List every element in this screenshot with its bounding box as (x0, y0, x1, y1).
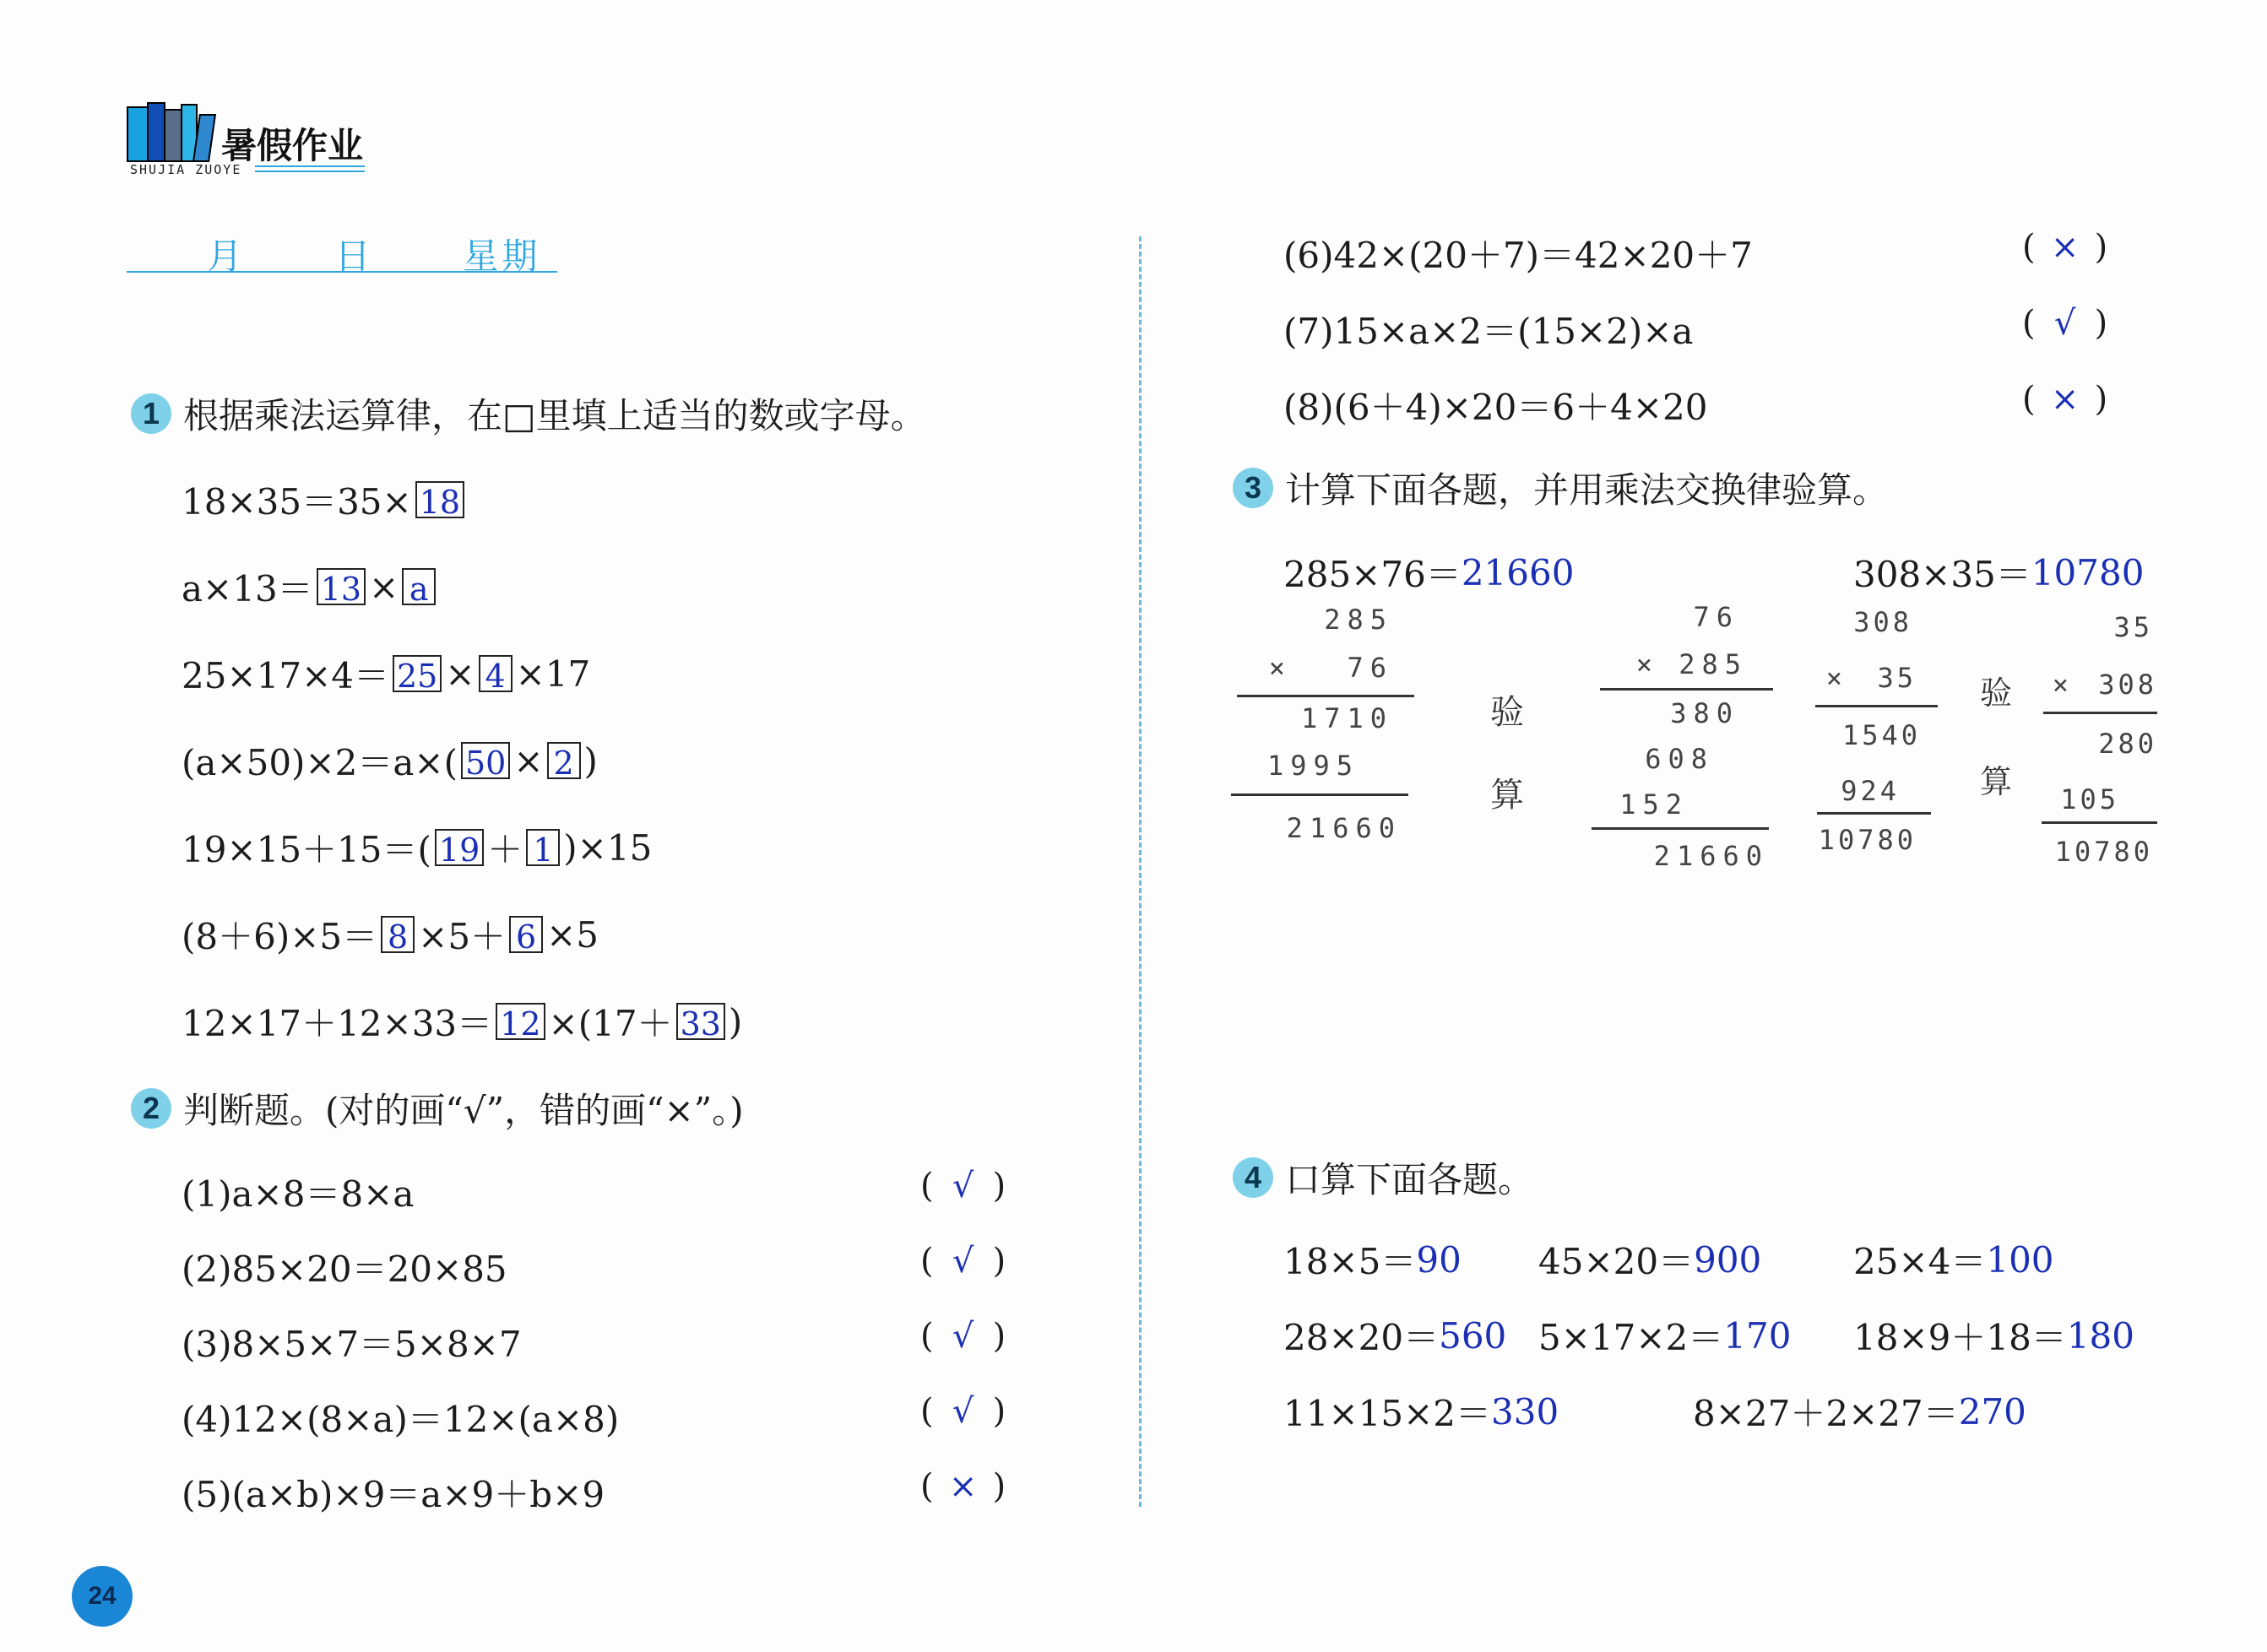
check1-result: 21660 (1653, 840, 1769, 872)
cross-mark: × (2050, 228, 2080, 267)
answer-box[interactable]: 1 (526, 829, 560, 866)
q3-problem-1-answer[interactable]: 21660 (1461, 551, 1575, 593)
check1-mult: 285 (1679, 648, 1748, 680)
q2-item-8: (8)(6＋4)×20＝6＋4×20 (1283, 387, 1708, 428)
q3-problem-2 (1853, 547, 2144, 598)
answer-box[interactable]: 12 (496, 1003, 545, 1040)
verify-label: 验 (1490, 693, 1524, 732)
q2-item-4: (4)12×(8×a)＝12×(a×8) (182, 1399, 620, 1440)
q1-line-2 (182, 561, 439, 612)
answer-box[interactable]: 6 (509, 916, 543, 953)
answer-box[interactable]: 25 (393, 655, 442, 692)
q2-item-1: (1)a×8＝8×a (182, 1173, 415, 1215)
q4-item-5 (1538, 1310, 1791, 1361)
rule (1237, 695, 1414, 697)
q1-line-5-text: ＋ (487, 829, 523, 870)
q3-problem-1-expr: 285×76＝ (1283, 554, 1462, 595)
q3-problem-2-expr: 308×35＝ (1853, 554, 2031, 595)
q4-answer[interactable]: 900 (1694, 1238, 1762, 1281)
logo-title: 暑假作业 (221, 126, 364, 165)
q4-item-1 (1283, 1234, 1462, 1285)
q1-number-badge: 1 (131, 393, 171, 434)
q1-line-6 (182, 909, 599, 960)
verify-label: 算 (1980, 763, 2013, 800)
check2-partial2: 105 (2060, 783, 2119, 815)
q4-answer[interactable]: 560 (1439, 1314, 1507, 1357)
q4-answer[interactable]: 180 (2066, 1314, 2134, 1357)
rule (1592, 827, 1769, 830)
q1-line-3-text: × (445, 653, 475, 695)
q4-title: 口算下面各题。 (1285, 1159, 1534, 1200)
calc2-partial2: 924 (1841, 775, 1900, 807)
check2-top: 35 (2113, 611, 2153, 643)
q4-expr: 28×20＝ (1283, 1317, 1440, 1358)
rule (1231, 794, 1408, 796)
q4-answer[interactable]: 330 (1491, 1390, 1559, 1433)
logo (127, 100, 380, 180)
q2-title: 判断题。(对的画“√”，错的画“×”。) (183, 1090, 744, 1131)
q4-expr: 25×4＝ (1853, 1241, 1987, 1282)
answer-box[interactable]: 50 (461, 742, 510, 779)
rule (1815, 705, 1938, 707)
q2-answer-7[interactable]: ( √ ) (2022, 304, 2108, 343)
calc2-mult: 35 (1877, 662, 1917, 694)
calc1-partial1: 1710 (1300, 702, 1393, 734)
q4-answer[interactable]: 90 (1416, 1238, 1462, 1281)
page-number: 24 (88, 1582, 117, 1610)
answer-box[interactable]: 2 (547, 742, 581, 779)
q3-problem-2-answer[interactable]: 10780 (2031, 551, 2145, 593)
q2-item-2: (2)85×20＝20×85 (182, 1248, 507, 1290)
q4-heading (1233, 1152, 1533, 1203)
answer-box[interactable]: a (402, 568, 436, 605)
q2-item-5: (5)(a×b)×9＝a×9＋b×9 (182, 1474, 605, 1515)
q3-heading (1233, 463, 1888, 513)
q2-answer-8[interactable]: ( × ) (2022, 380, 2108, 419)
q1-line-5 (182, 822, 652, 873)
times-icon: × (2052, 669, 2075, 701)
q2-answer-4[interactable]: ( √ ) (920, 1392, 1006, 1431)
answer-box[interactable]: 13 (317, 568, 366, 605)
q4-expr: 18×5＝ (1283, 1241, 1417, 1282)
q1-line-3-text: ×17 (515, 653, 591, 695)
q1-line-2-text: × (369, 566, 399, 608)
q1-line-1 (182, 474, 468, 525)
q1-line-6-text: ×5 (546, 913, 599, 956)
q2-answer-6[interactable]: ( × ) (2022, 228, 2108, 267)
q1-line-7-text: 12×17＋12×33＝ (182, 1003, 493, 1044)
calc1-partial2: 1995 (1266, 750, 1359, 782)
q4-expr: 5×17×2＝ (1538, 1317, 1724, 1358)
check2-partial1: 280 (2098, 728, 2157, 760)
calc1-result: 21660 (1286, 812, 1402, 844)
check-mark: √ (952, 1242, 974, 1281)
check-mark: √ (952, 1392, 974, 1431)
q3-number-badge: 3 (1233, 468, 1273, 508)
q2-item-6: (6)42×(20＋7)＝42×20＋7 (1283, 235, 1753, 276)
answer-box[interactable]: 8 (381, 916, 415, 953)
q4-answer[interactable]: 270 (1958, 1390, 2026, 1433)
q1-line-7-text: ×(17＋ (548, 1003, 673, 1044)
check1-partial2: 608 (1645, 743, 1714, 775)
q1-line-4-text: × (513, 739, 544, 782)
q1-line-5-text: )×15 (563, 826, 653, 869)
rule (1817, 812, 1931, 815)
q4-item-2 (1538, 1234, 1761, 1285)
answer-box[interactable]: 18 (415, 481, 464, 518)
q2-answer-2[interactable]: ( √ ) (920, 1242, 1006, 1281)
check-mark: √ (2053, 304, 2076, 343)
q2-answer-1[interactable]: ( √ ) (920, 1167, 1006, 1205)
q1-line-7-text: ) (728, 1000, 743, 1043)
q1-title: 根据乘法运算律，在□里填上适当的数或字母。 (183, 395, 926, 436)
q1-line-7 (182, 996, 742, 1047)
rule (1600, 688, 1773, 691)
q1-line-6-text: (8＋6)×5＝ (182, 916, 378, 957)
q4-expr: 8×27＋2×27＝ (1693, 1393, 1959, 1434)
q4-expr: 18×9＋18＝ (1853, 1317, 2067, 1358)
logo-subtitle: SHUJIA ZUOYE (130, 162, 242, 177)
cross-mark: × (2050, 380, 2080, 419)
times-icon: × (1825, 662, 1849, 694)
q4-item-3 (1853, 1234, 2054, 1285)
page-divider (1139, 236, 1142, 1507)
q1-line-4-text: ) (583, 739, 598, 782)
q4-number-badge: 4 (1233, 1157, 1273, 1198)
rule (2043, 712, 2157, 714)
check-mark: √ (952, 1317, 974, 1356)
check1-partial1: 380 (1670, 697, 1739, 729)
q1-line-5-text: 19×15＋15＝( (182, 829, 431, 870)
q2-item-3: (3)8×5×7＝5×8×7 (182, 1324, 522, 1365)
q1-line-4 (182, 735, 598, 786)
q2-heading (131, 1083, 744, 1134)
q1-line-3-text: 25×17×4＝ (182, 655, 389, 696)
page-number-badge (72, 1566, 133, 1627)
check2-mult: 308 (2098, 669, 2157, 701)
times-icon: × (1268, 652, 1292, 684)
answer-box[interactable]: 19 (435, 829, 484, 866)
verify-label: 算 (1490, 776, 1524, 815)
check1-top: 76 (1693, 601, 1739, 633)
rule (2042, 821, 2157, 824)
check2-result: 10780 (2054, 836, 2153, 868)
q2-answer-3[interactable]: ( √ ) (920, 1317, 1006, 1356)
q2-number-badge: 2 (131, 1088, 171, 1129)
date-line-text: 月 日 星期 (207, 236, 541, 276)
verify-label: 验 (1980, 674, 2013, 712)
cross-mark: × (948, 1467, 978, 1506)
q1-line-3 (182, 648, 590, 699)
answer-box[interactable]: 33 (676, 1003, 725, 1040)
q2-answer-5[interactable]: ( × ) (920, 1467, 1006, 1506)
date-line (127, 224, 557, 276)
calc2-top: 308 (1853, 606, 1912, 638)
q1-heading (131, 388, 926, 439)
q1-line-2-text: a×13＝ (182, 568, 313, 609)
books-icon (127, 102, 211, 161)
q4-item-8 (1693, 1386, 2026, 1437)
q4-item-4 (1283, 1310, 1506, 1361)
calc1-top: 285 (1324, 604, 1393, 636)
q3-title: 计算下面各题，并用乘法交换律验算。 (1285, 469, 1889, 511)
q2-item-7: (7)15×a×2＝(15×2)×a (1283, 311, 1694, 352)
q4-item-7 (1283, 1386, 1559, 1437)
check1-partial3: 152 (1619, 788, 1689, 821)
times-icon: × (1635, 648, 1659, 680)
q4-item-6 (1853, 1310, 2134, 1361)
answer-box[interactable]: 4 (479, 655, 513, 692)
q4-expr: 45×20＝ (1538, 1241, 1695, 1282)
calc1-mult: 76 (1347, 652, 1393, 684)
calc2-partial1: 1540 (1841, 719, 1921, 751)
q4-expr: 11×15×2＝ (1283, 1393, 1491, 1434)
check-mark: √ (952, 1167, 974, 1205)
calc2-result: 10780 (1818, 824, 1917, 856)
q1-line-6-text: ×5＋ (418, 916, 507, 957)
q1-line-4-text: (a×50)×2＝a×( (182, 742, 458, 783)
q3-problem-1 (1283, 547, 1574, 598)
q1-line-1-text: 18×35＝35× (182, 481, 412, 523)
q4-answer[interactable]: 170 (1723, 1314, 1792, 1357)
q4-answer[interactable]: 100 (1986, 1238, 2054, 1281)
